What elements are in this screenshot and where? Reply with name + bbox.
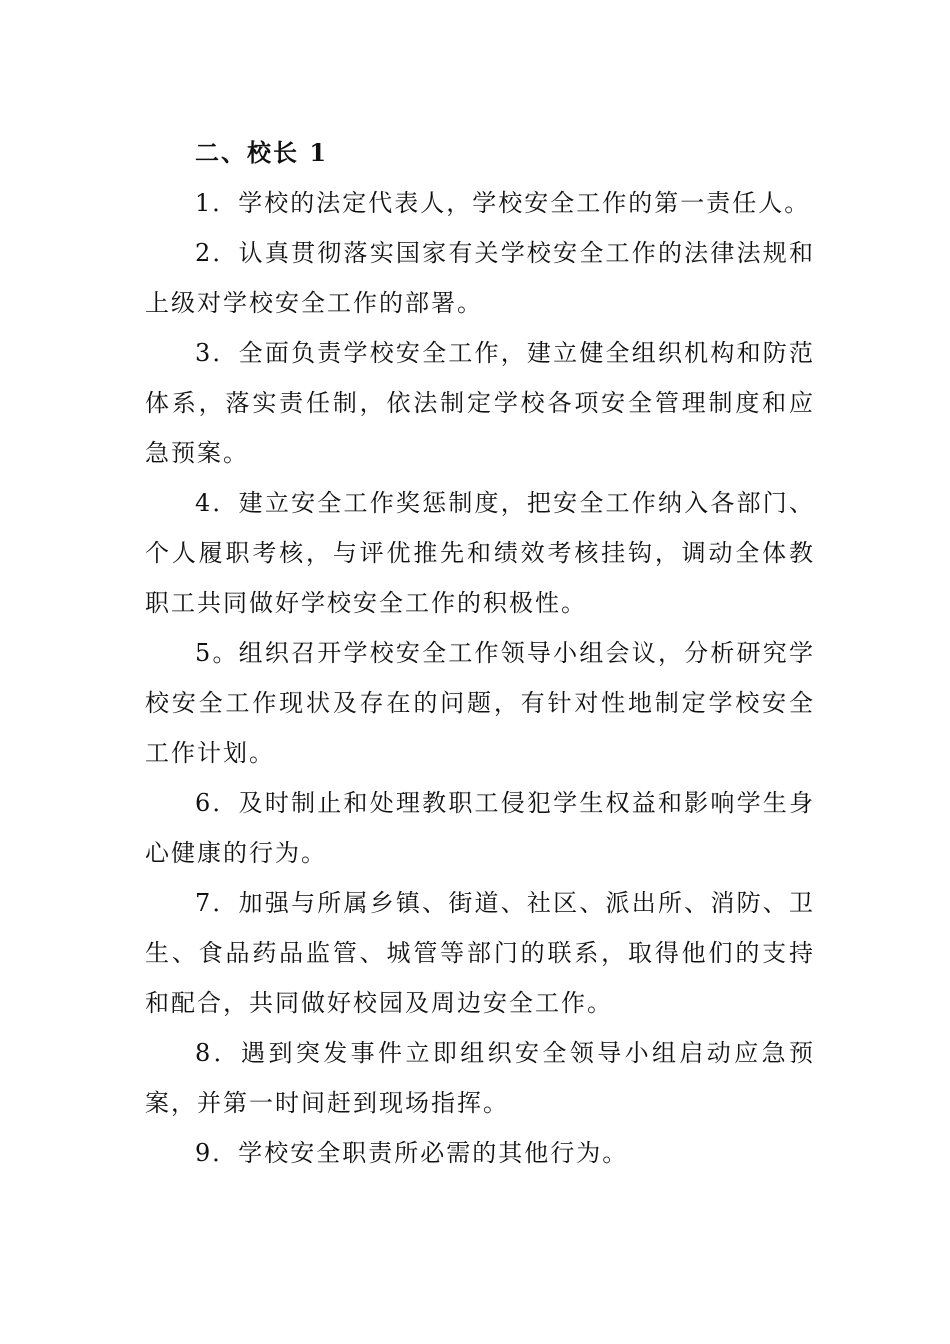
duty-item-6: 6．及时制止和处理教职工侵犯学生权益和影响学生身心健康的行为。 [145, 789, 815, 867]
section-heading: 二、校长 1 [195, 138, 329, 167]
duty-item-3: 3．全面负责学校安全工作，建立健全组织机构和防范体系，落实责任制，依法制定学校各项安全管理制度和应急预案。 [145, 339, 815, 467]
document-body [145, 128, 815, 1178]
duty-item-4: 4．建立安全工作奖惩制度，把安全工作纳入各部门、个人履职考核，与评优推先和绩效考核挂钩，调动全体教职工共同做好学校安全工作的积极性。 [145, 489, 815, 617]
duty-item-5: 5。组织召开学校安全工作领导小组会议，分析研究学校安全工作现状及存在的问题，有针对性地制定学校安全工作计划。 [145, 639, 815, 767]
duty-item-9: 9．学校安全职责所必需的其他行为。 [195, 1139, 629, 1167]
duty-item-2: 2．认真贯彻落实国家有关学校安全工作的法律法规和上级对学校安全工作的部署。 [145, 239, 815, 317]
duty-item-8: 8．遇到突发事件立即组织安全领导小组启动应急预案，并第一时间赶到现场指挥。 [145, 1039, 815, 1117]
duty-item-7: 7．加强与所属乡镇、街道、社区、派出所、消防、卫生、食品药品监管、城管等部门的联系，取得他们的支持和配合，共同做好校园及周边安全工作。 [145, 889, 815, 1017]
duty-item-1: 1．学校的法定代表人，学校安全工作的第一责任人。 [195, 189, 811, 217]
